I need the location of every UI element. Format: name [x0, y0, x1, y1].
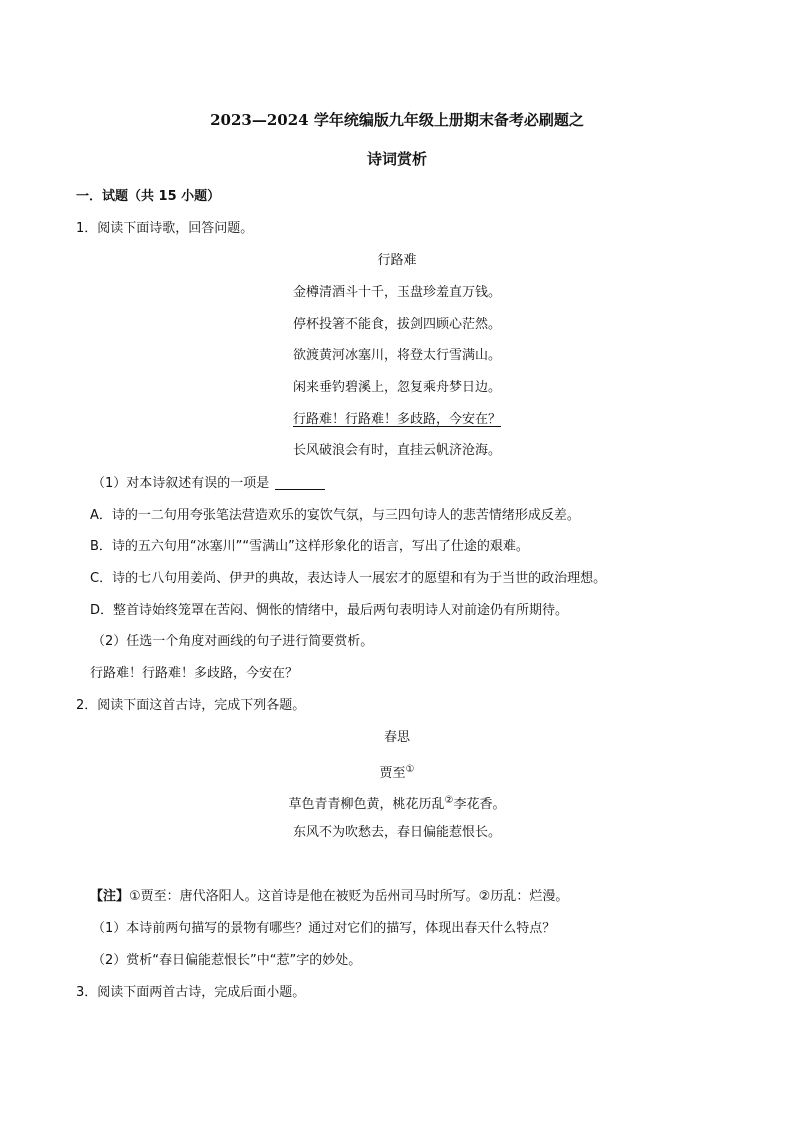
- q1-option-c: C．诗的七八句用姜尚、伊尹的典故，表达诗人一展宏才的愿望和有为于当世的政治理想。: [90, 571, 607, 586]
- q1-poem-line: 长风破浪会有时，直挂云帆济沧海。: [292, 443, 501, 458]
- document-title: 2023—2024 学年统编版九年级上册期末备考必刷题之: [210, 111, 584, 129]
- q1-poem-line: 金樽清酒斗十千，玉盘珍羞直万钱。: [292, 285, 501, 300]
- q1-option-b: B．诗的五六句用“冰塞川”“雪满山”这样形象化的语言，写出了仕途的艰难。: [90, 539, 529, 554]
- q1-poem-line-underlined: [0, 412, 794, 428]
- q2-author: [0, 762, 794, 782]
- q1-option-a: A．诗的一二句用夸张笔法营造欢乐的宴饮气氛，与三四句诗人的悲苦情绪形成反差。: [90, 508, 580, 523]
- document-subtitle: 诗词赏析: [366, 150, 427, 168]
- q2-note: [90, 889, 568, 905]
- underlined-sentence: 行路难！行路难！多歧路，今安在？: [292, 412, 501, 427]
- q2-sub2: （2）赏析“春日偏能惹恨长”中“惹”字的妙处。: [92, 953, 362, 968]
- footnote-marker: ②: [444, 795, 454, 806]
- q1-sub1-text: （1）对本诗叙述有误的一项是: [92, 476, 270, 491]
- q1-sub2: （2）任选一个角度对画线的句子进行简要赏析。: [92, 634, 374, 649]
- q2-line1-part-a: 草色青青柳色黄，桃花历乱: [288, 797, 445, 812]
- q2-note-label: 【注】: [90, 889, 130, 904]
- q1-option-d: D．整首诗始终笼罩在苦闷、惆怅的情绪中，最后两句表明诗人对前途仍有所期待。: [90, 603, 569, 618]
- q2-author-name: 贾至: [379, 766, 406, 781]
- q2-poem-line: 东风不为吹愁去，春日偏能惹恨长。: [292, 825, 501, 840]
- q3-intro: 3．阅读下面两首古诗，完成后面小题。: [76, 985, 306, 1000]
- q2-line1-part-b: 李花香。: [453, 797, 506, 812]
- q1-poem-title: 行路难: [377, 253, 417, 268]
- q1-poem-line: 停杯投箸不能食，拔剑四顾心茫然。: [292, 317, 501, 332]
- footnote-marker: ①: [405, 764, 415, 775]
- section-heading: 一．试题（共 15 小题）: [76, 189, 221, 204]
- q1-poem-line: 欲渡黄河冰塞川，将登太行雪满山。: [292, 348, 501, 363]
- q1-quote: 行路难！行路难！多歧路，今安在？: [90, 666, 299, 681]
- q1-sub1: [92, 476, 325, 492]
- q2-note-text: ①贾至：唐代洛阳人。这首诗是他在被贬为岳州司马时所写。②历乱：烂漫。: [129, 889, 569, 904]
- q2-poem-line: [0, 793, 794, 813]
- q1-intro: 1．阅读下面诗歌，回答问题。: [76, 221, 254, 236]
- q1-poem-line: 闲来垂钓碧溪上，忽复乘舟梦日边。: [292, 380, 501, 395]
- q2-intro: 2．阅读下面这首古诗，完成下列各题。: [76, 698, 306, 713]
- q2-sub1: （1）本诗前两句描写的景物有哪些？通过对它们的描写，体现出春天什么特点？: [92, 921, 556, 936]
- answer-blank[interactable]: [275, 489, 325, 490]
- q2-poem-title: 春思: [383, 730, 410, 745]
